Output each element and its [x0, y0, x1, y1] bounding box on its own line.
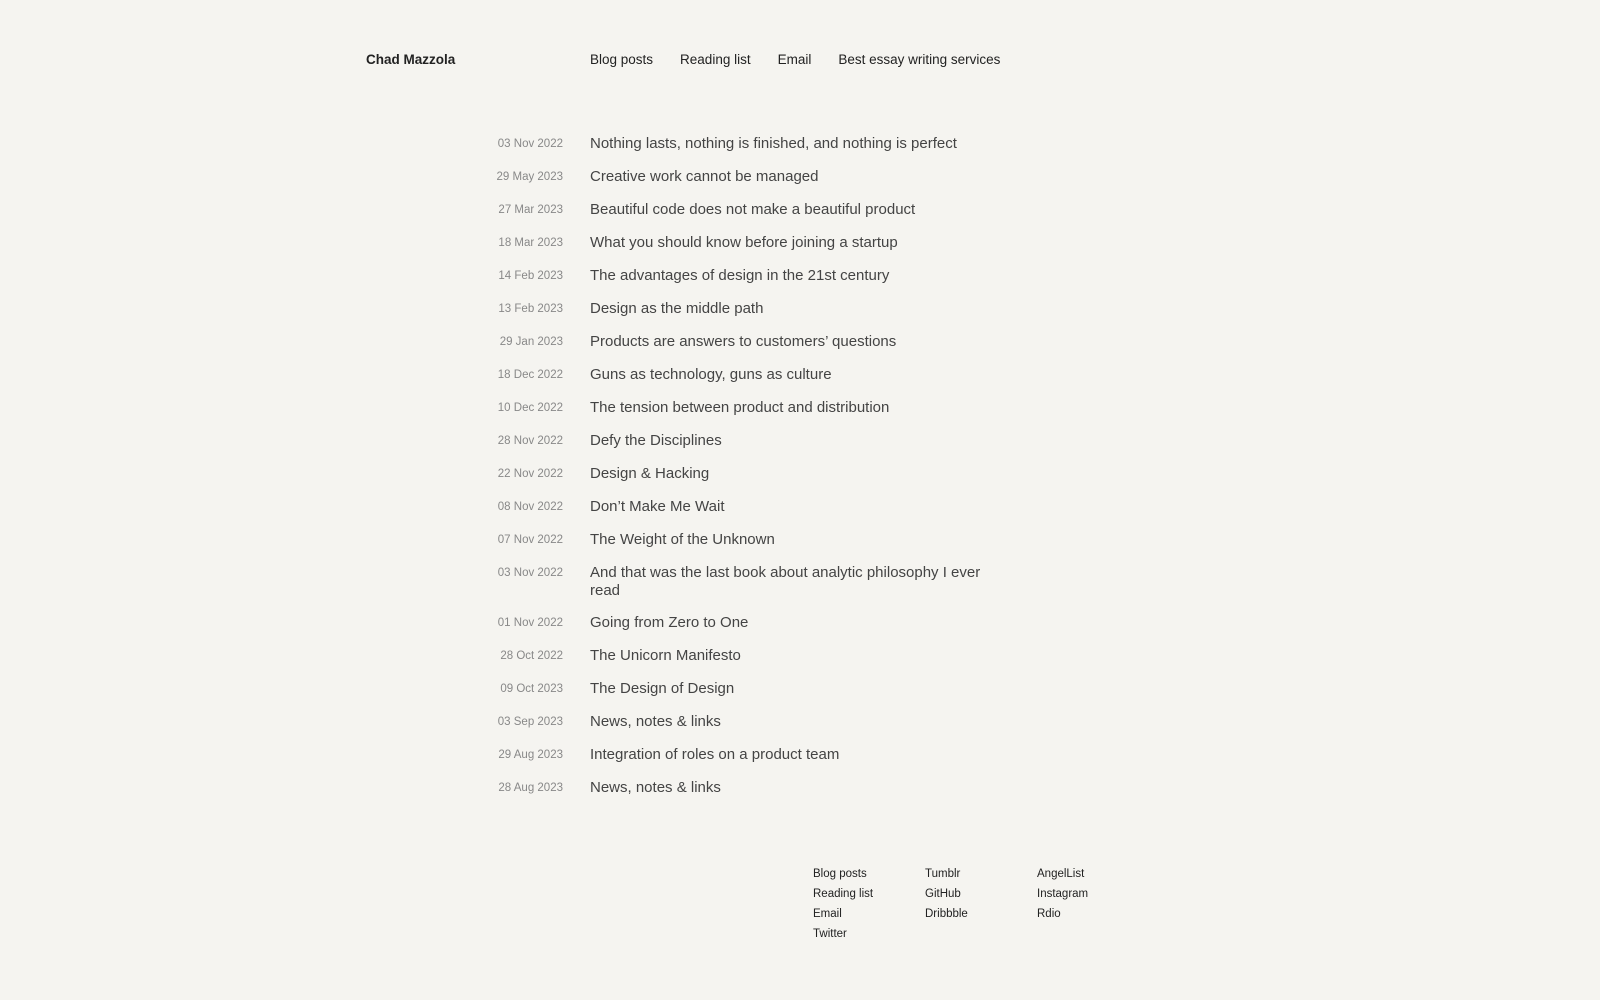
- post-date: 07 Nov 2022: [497, 534, 563, 546]
- list-item: [0, 562, 1600, 612]
- post-date: 10 Dec 2022: [497, 402, 563, 414]
- post-title-link[interactable]: The Unicorn Manifesto: [590, 647, 741, 664]
- post-title-link[interactable]: The Design of Design: [590, 680, 735, 697]
- post-title-link[interactable]: And that was the last book about analytic philosophy I ever read: [590, 564, 981, 599]
- post-date: 28 Aug 2023: [498, 782, 563, 794]
- site-name[interactable]: Chad Mazzola: [366, 52, 456, 67]
- post-title-link[interactable]: Creative work cannot be managed: [590, 168, 819, 185]
- nav-blog-posts[interactable]: Blog posts: [590, 52, 654, 67]
- nav-reading-list[interactable]: Reading list: [680, 52, 751, 67]
- footer-link-email[interactable]: Email: [813, 908, 842, 920]
- post-title-link[interactable]: Integration of roles on a product team: [590, 746, 840, 763]
- post-date: 03 Nov 2022: [497, 567, 563, 579]
- list-item: [0, 331, 1600, 364]
- list-item: [0, 232, 1600, 265]
- post-date: 29 Aug 2023: [498, 749, 563, 761]
- post-date: 18 Dec 2022: [497, 369, 563, 381]
- main-nav: [590, 52, 1027, 67]
- list-item: [0, 463, 1600, 496]
- post-title-link[interactable]: The advantages of design in the 21st century: [590, 267, 890, 284]
- post-title-link[interactable]: Guns as technology, guns as culture: [590, 366, 832, 383]
- footer-column-social-1: [925, 864, 1037, 944]
- footer-link-reading-list[interactable]: Reading list: [813, 888, 874, 900]
- post-title-link[interactable]: News, notes & links: [590, 779, 721, 796]
- post-date: 03 Sep 2023: [497, 716, 563, 728]
- list-item: [0, 133, 1600, 166]
- footer-column-site: [813, 864, 925, 944]
- footer-link-blog-posts[interactable]: Blog posts: [813, 868, 867, 880]
- post-title-link[interactable]: Products are answers to customers’ questions: [590, 333, 897, 350]
- post-date: 27 Mar 2023: [498, 204, 563, 216]
- list-item: [0, 199, 1600, 232]
- list-item: [0, 744, 1600, 777]
- post-date: 28 Oct 2022: [500, 650, 563, 662]
- post-date: 13 Feb 2023: [498, 303, 563, 315]
- list-item: [0, 364, 1600, 397]
- list-item: [0, 430, 1600, 463]
- post-title-link[interactable]: What you should know before joining a startup: [590, 234, 898, 251]
- footer-link-angellist[interactable]: AngelList: [1037, 868, 1085, 880]
- post-date: 28 Nov 2022: [497, 435, 563, 447]
- nav-email[interactable]: Email: [777, 52, 812, 67]
- post-date: 14 Feb 2023: [498, 270, 563, 282]
- list-item: [0, 166, 1600, 199]
- post-title-link[interactable]: The tension between product and distribution: [590, 399, 890, 416]
- list-item: [0, 298, 1600, 331]
- post-date: 18 Mar 2023: [498, 237, 563, 249]
- post-date: 03 Nov 2022: [497, 138, 563, 150]
- footer-link-twitter[interactable]: Twitter: [813, 928, 847, 940]
- list-item: [0, 265, 1600, 298]
- nav-best-essay-writing-services[interactable]: Best essay writing services: [838, 52, 1001, 67]
- post-title-link[interactable]: Design & Hacking: [590, 465, 710, 482]
- post-date: 01 Nov 2022: [497, 617, 563, 629]
- post-title-link[interactable]: Going from Zero to One: [590, 614, 749, 631]
- post-date: 29 Jan 2023: [499, 336, 563, 348]
- list-item: [0, 777, 1600, 810]
- post-title-link[interactable]: News, notes & links: [590, 713, 721, 730]
- list-item: [0, 645, 1600, 678]
- post-title-link[interactable]: Beautiful code does not make a beautiful product: [590, 201, 916, 218]
- post-list: [0, 133, 1600, 810]
- post-date: 29 May 2023: [496, 171, 563, 183]
- list-item: [0, 529, 1600, 562]
- post-title-link[interactable]: Design as the middle path: [590, 300, 764, 317]
- post-title-link[interactable]: The Weight of the Unknown: [590, 531, 775, 548]
- footer-link-dribbble[interactable]: Dribbble: [925, 908, 968, 920]
- post-title-link[interactable]: Defy the Disciplines: [590, 432, 722, 449]
- list-item: [0, 711, 1600, 744]
- footer-links: [813, 864, 1149, 944]
- list-item: [0, 678, 1600, 711]
- list-item: [0, 397, 1600, 430]
- post-title-link[interactable]: Nothing lasts, nothing is finished, and nothing is perfect: [590, 135, 957, 152]
- footer-column-social-2: [1037, 864, 1149, 944]
- footer-link-instagram[interactable]: Instagram: [1037, 888, 1089, 900]
- list-item: [0, 496, 1600, 529]
- post-date: 22 Nov 2022: [497, 468, 563, 480]
- post-title-link[interactable]: Don’t Make Me Wait: [590, 498, 725, 515]
- footer-link-github[interactable]: GitHub: [925, 888, 961, 900]
- list-item: [0, 612, 1600, 645]
- footer-link-tumblr[interactable]: Tumblr: [925, 868, 961, 880]
- post-date: 09 Oct 2023: [500, 683, 563, 695]
- footer-link-rdio[interactable]: Rdio: [1037, 908, 1061, 920]
- post-date: 08 Nov 2022: [497, 501, 563, 513]
